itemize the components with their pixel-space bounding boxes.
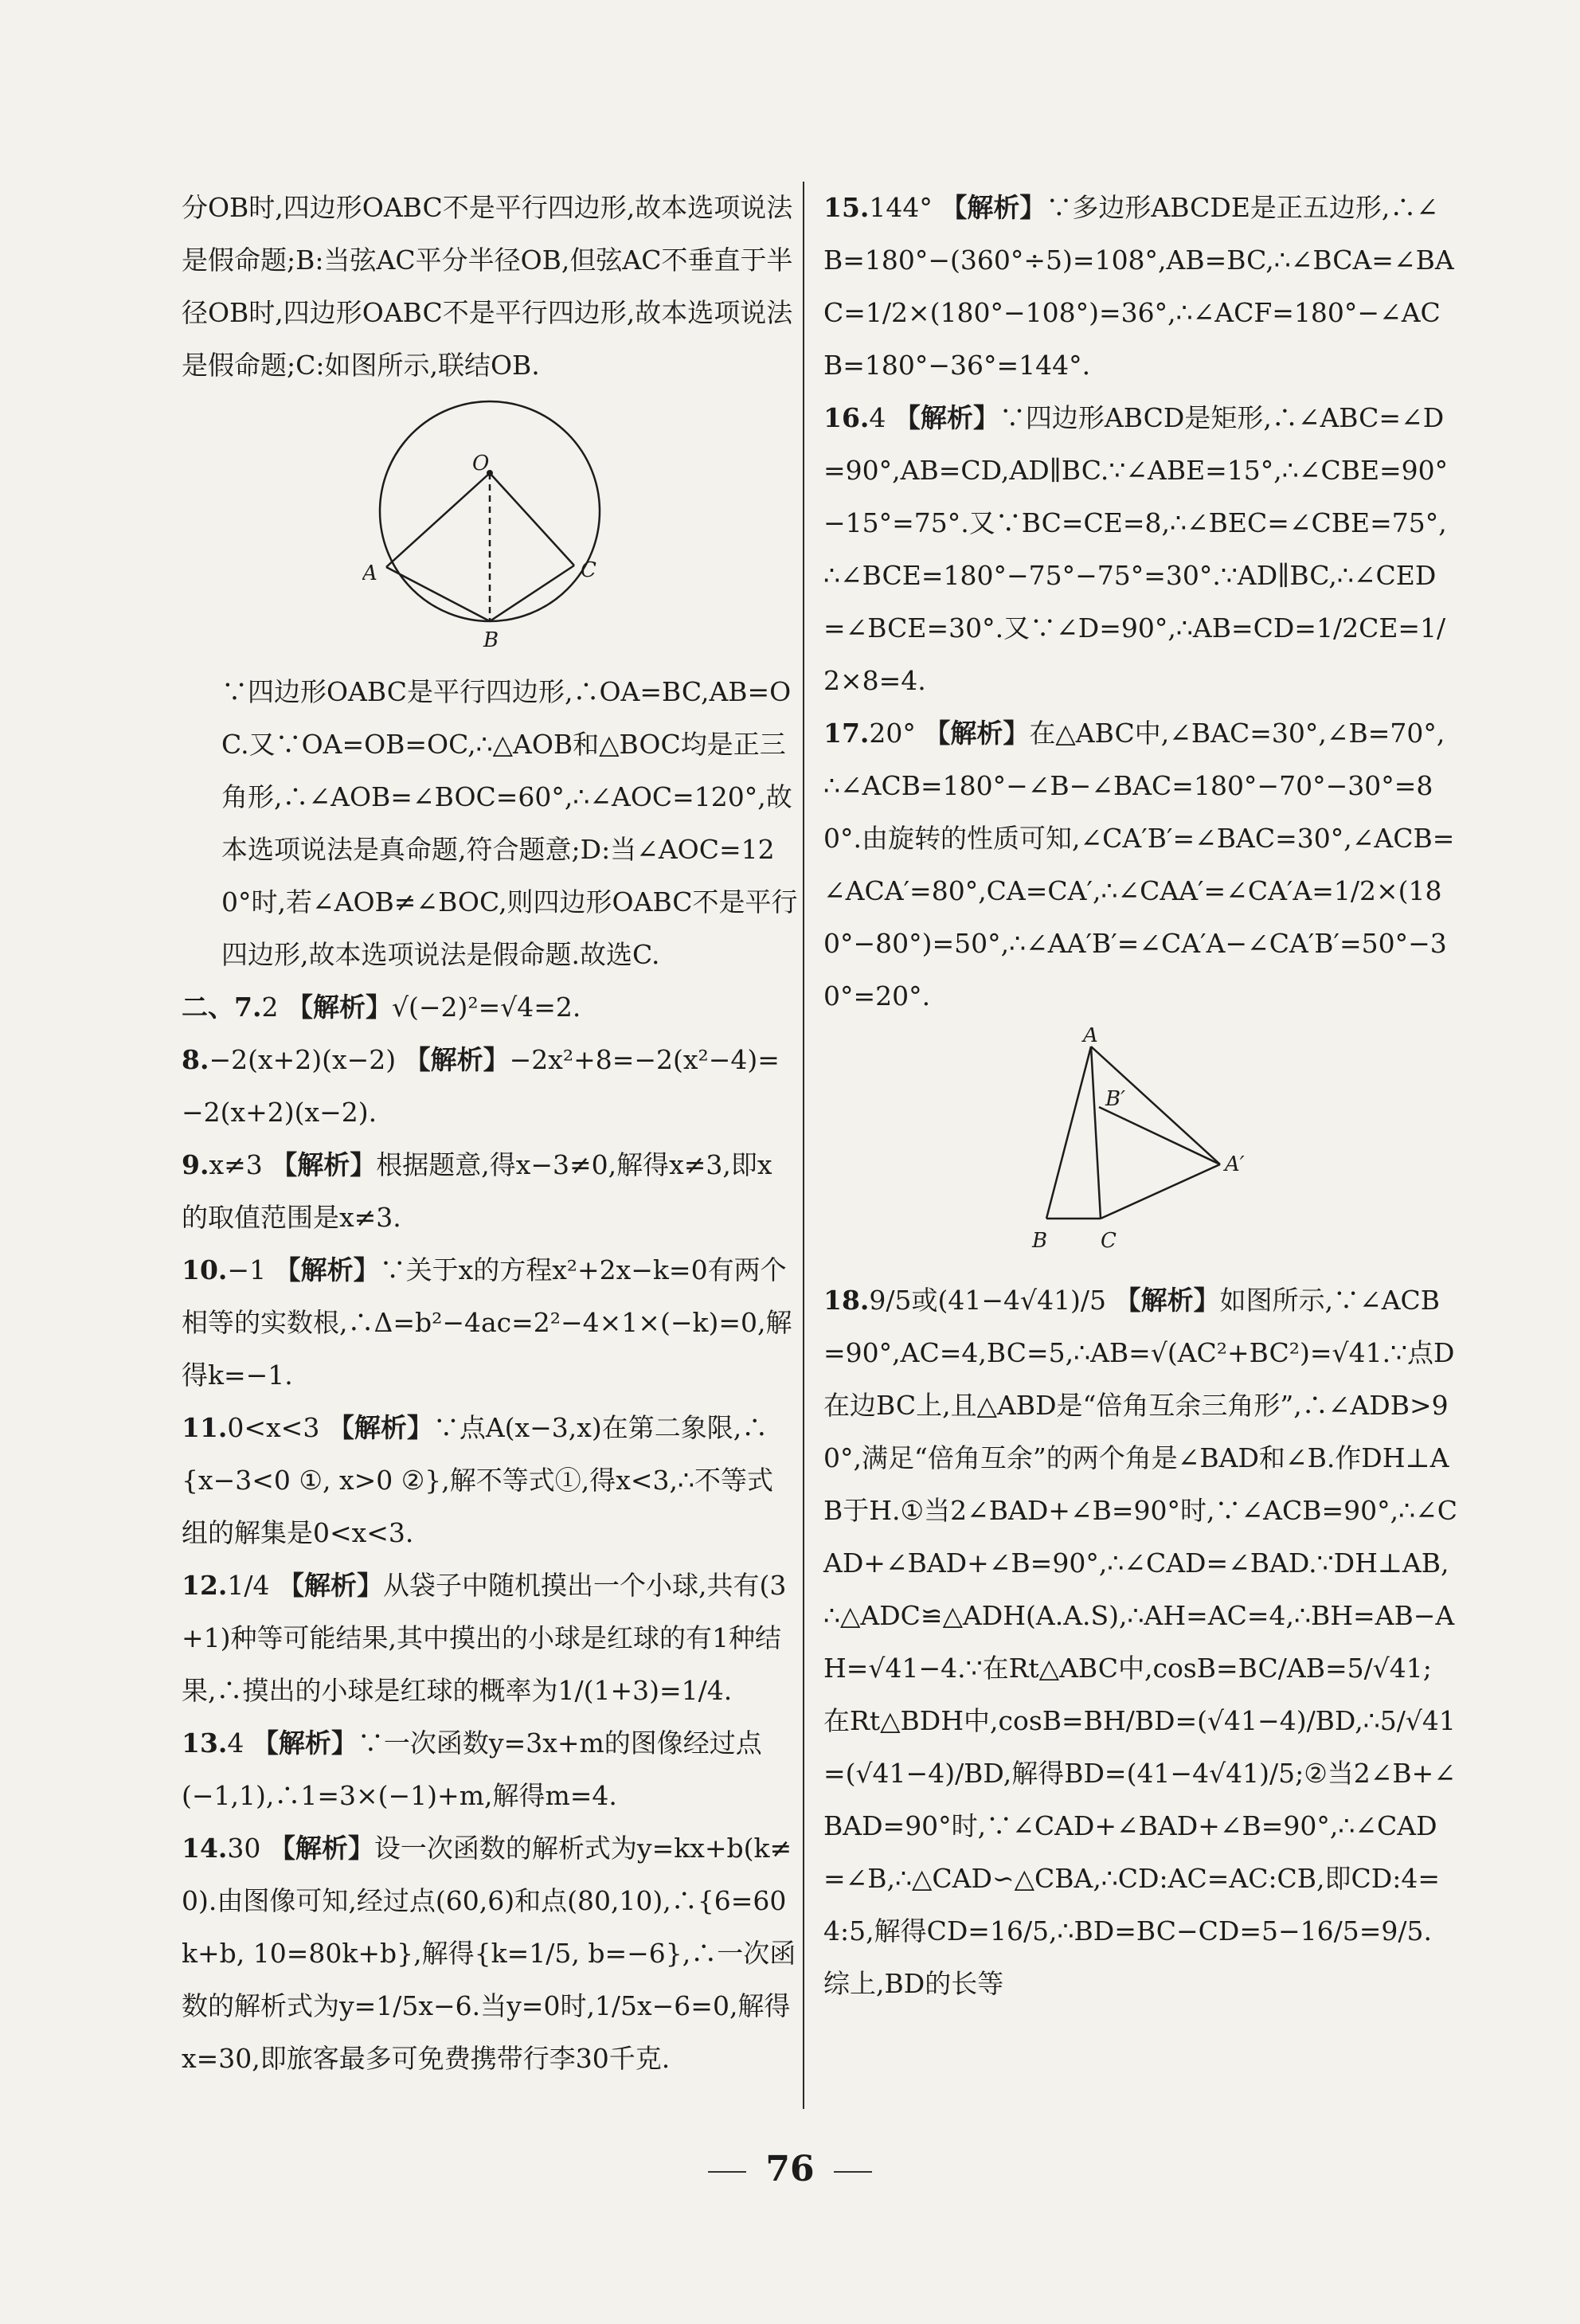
left-after-figure-text: ∵四边形OABC是平行四边形,∴OA=BC,AB=OC.又∵OA=OB=OC,∴△AOB和△BOC均是正三角形,∴∠AOB=∠BOC=60°,∴∠AOC=120°,故本选项说法是真命题,符合题意;D:当∠AOC=120°时,若∠AOB≠∠BOC,则四边形OABC不是平行四边形,故本选项说法是假命题.故选C. <box>221 676 798 970</box>
item-12: 12.1/4 【解析】从袋子中随机摸出一个小球,共有(3+1)种等可能结果,其中摸出的小球是红球的有1种结果,∴摸出的小球是红球的概率为1/(1+3)=1/4. <box>182 1570 787 1706</box>
rotation-triangle-diagram <box>1005 1027 1276 1258</box>
label-C: C <box>1101 1229 1117 1253</box>
segment-OC <box>490 473 574 565</box>
footer-dash-left <box>708 2171 746 2173</box>
segment-AB <box>386 567 490 621</box>
item-13: 13.4 【解析】∵一次函数y=3x+m的图像经过点(−1,1),∴1=3×(−1)+m,解得m=4. <box>182 1727 762 1811</box>
item-15: 15.144° 【解析】∵多边形ABCDE是正五边形,∴∠B=180°−(360°÷5)=108°,AB=BC,∴∠BCA=∠BAC=1/2×(180°−108°)=36°,∴∠ACF=180°−∠ACB=180°−36°=144°. <box>823 192 1454 381</box>
segment-CA-prime <box>1101 1164 1220 1219</box>
item-11: 11.0<x<3 【解析】∵点A(x−3,x)在第二象限,∴{x−3<0 ①, x>0 ②},解不等式①,得x<3,∴不等式组的解集是0<x<3. <box>182 1412 773 1548</box>
item-9: 9.x≠3 【解析】根据题意,得x−3≠0,解得x≠3,即x的取值范围是x≠3. <box>182 1149 772 1233</box>
page-footer <box>0 2149 1580 2189</box>
segment-AB <box>1046 1047 1091 1219</box>
item-17: 17.20° 【解析】在△ABC中,∠BAC=30°,∠B=70°,∴∠ACB=180°−∠B−∠BAC=180°−70°−30°=80°.由旋转的性质可知,∠CA′B′=∠BAC=30°,∠ACB=∠ACA′=80°,CA=CA′,∴∠CAA′=∠CA′A=1/2×(180°−80°)=50°,∴∠AA′B′=∠CA′A−∠CA′B′=50°−30°=20°. <box>823 718 1455 1011</box>
item-10: 10.−1 【解析】∵关于x的方程x²+2x−k=0有两个相等的实数根,∴Δ=b²−4ac=2²−4×1×(−k)=0,解得k=−1. <box>182 1254 792 1391</box>
item-14: 14.30 【解析】设一次函数的解析式为y=kx+b(k≠0).由图像可知,经过点(60,6)和点(80,10),∴{6=60k+b, 10=80k+b},解得{k=1/5, b=−6},∴一次函数的解析式为y=1/5x−6.当y=0时,1/5x−6=0,解得x=30,即旅客最多可免费携带行李30千克. <box>182 1833 796 2074</box>
item-7: 二、7.2 【解析】√(−2)²=√4=2. <box>182 992 581 1023</box>
item-18: 18.9/5或(41−4√41)/5 【解析】如图所示,∵∠ACB=90°,AC=4,BC=5,∴AB=√(AC²+BC²)=√41.∵点D在边BC上,且△ABD是“倍角互余三角形”,∴∠ADB>90°,满足“倍角互余”的两个角是∠BAD和∠B.作DH⊥AB于H.①当2∠BAD+∠B=90°时,∵∠ACB=90°,∴∠CAD+∠BAD+∠B=90°,∴∠CAD=∠BAD.∵DH⊥AB,∴△ADC≌△ADH(A.A.S),∴AH=AC=4,∴BH=AB−AH=√41−4.∵在Rt△ABC中,cosB=BC/AB=5/√41;在Rt△BDH中,cosB=BH/BD=(√41−4)/BD,∴5/√41=(√41−4)/BD,解得BD=(41−4√41)/5;②当2∠B+∠BAD=90°时,∵∠CAD+∠BAD+∠B=90°,∴∠CAD=∠B,∴△CAD∽△CBA,∴CD:AC=AC:CB,即CD:4=4:5,解得CD=16/5,∴BD=BC−CD=5−16/5=9/5.综上,BD的长等 <box>823 1285 1457 1999</box>
label-B: B <box>483 628 499 652</box>
circle-diagram <box>362 398 617 653</box>
column-divider <box>803 182 804 2109</box>
label-B-prime: B′ <box>1105 1087 1126 1111</box>
page-number: 76 <box>765 2149 815 2189</box>
left-column <box>182 182 798 2085</box>
segment-OA <box>386 473 490 567</box>
label-O: O <box>472 452 490 475</box>
left-continuation-text: 分OB时,四边形OABC不是平行四边形,故本选项说法是假命题;B:当弦AC平分半径OB,但弦AC不垂直于半径OB时,四边形OABC不是平行四边形,故本选项说法是假命题;C:如图所示,联结OB. <box>182 192 793 381</box>
label-A-prime: A′ <box>1225 1152 1245 1176</box>
label-A: A <box>362 561 377 585</box>
circle-figure <box>182 398 798 661</box>
label-C: C <box>581 558 596 582</box>
right-column <box>823 182 1457 2010</box>
label-B: B <box>1032 1229 1048 1253</box>
item-16: 16.4 【解析】∵四边形ABCD是矩形,∴∠ABC=∠D=90°,AB=CD,AD∥BC.∵∠ABE=15°,∴∠CBE=90°−15°=75°.又∵BC=CE=8,∴∠BEC=∠CBE=75°,∴∠BCE=180°−75°−75°=30°.∵AD∥BC,∴∠CED=∠BCE=30°.又∵∠D=90°,∴AB=CD=1/2CE=1/2×8=4. <box>823 402 1449 696</box>
segment-AC <box>1091 1047 1101 1219</box>
item-8: 8.−2(x+2)(x−2) 【解析】−2x²+8=−2(x²−4)=−2(x+2)(x−2). <box>182 1044 780 1128</box>
segment-B-prime-A-prime <box>1099 1107 1220 1164</box>
footer-dash-right <box>834 2171 872 2173</box>
label-A: A <box>1083 1027 1098 1047</box>
triangle-figure <box>823 1027 1457 1266</box>
